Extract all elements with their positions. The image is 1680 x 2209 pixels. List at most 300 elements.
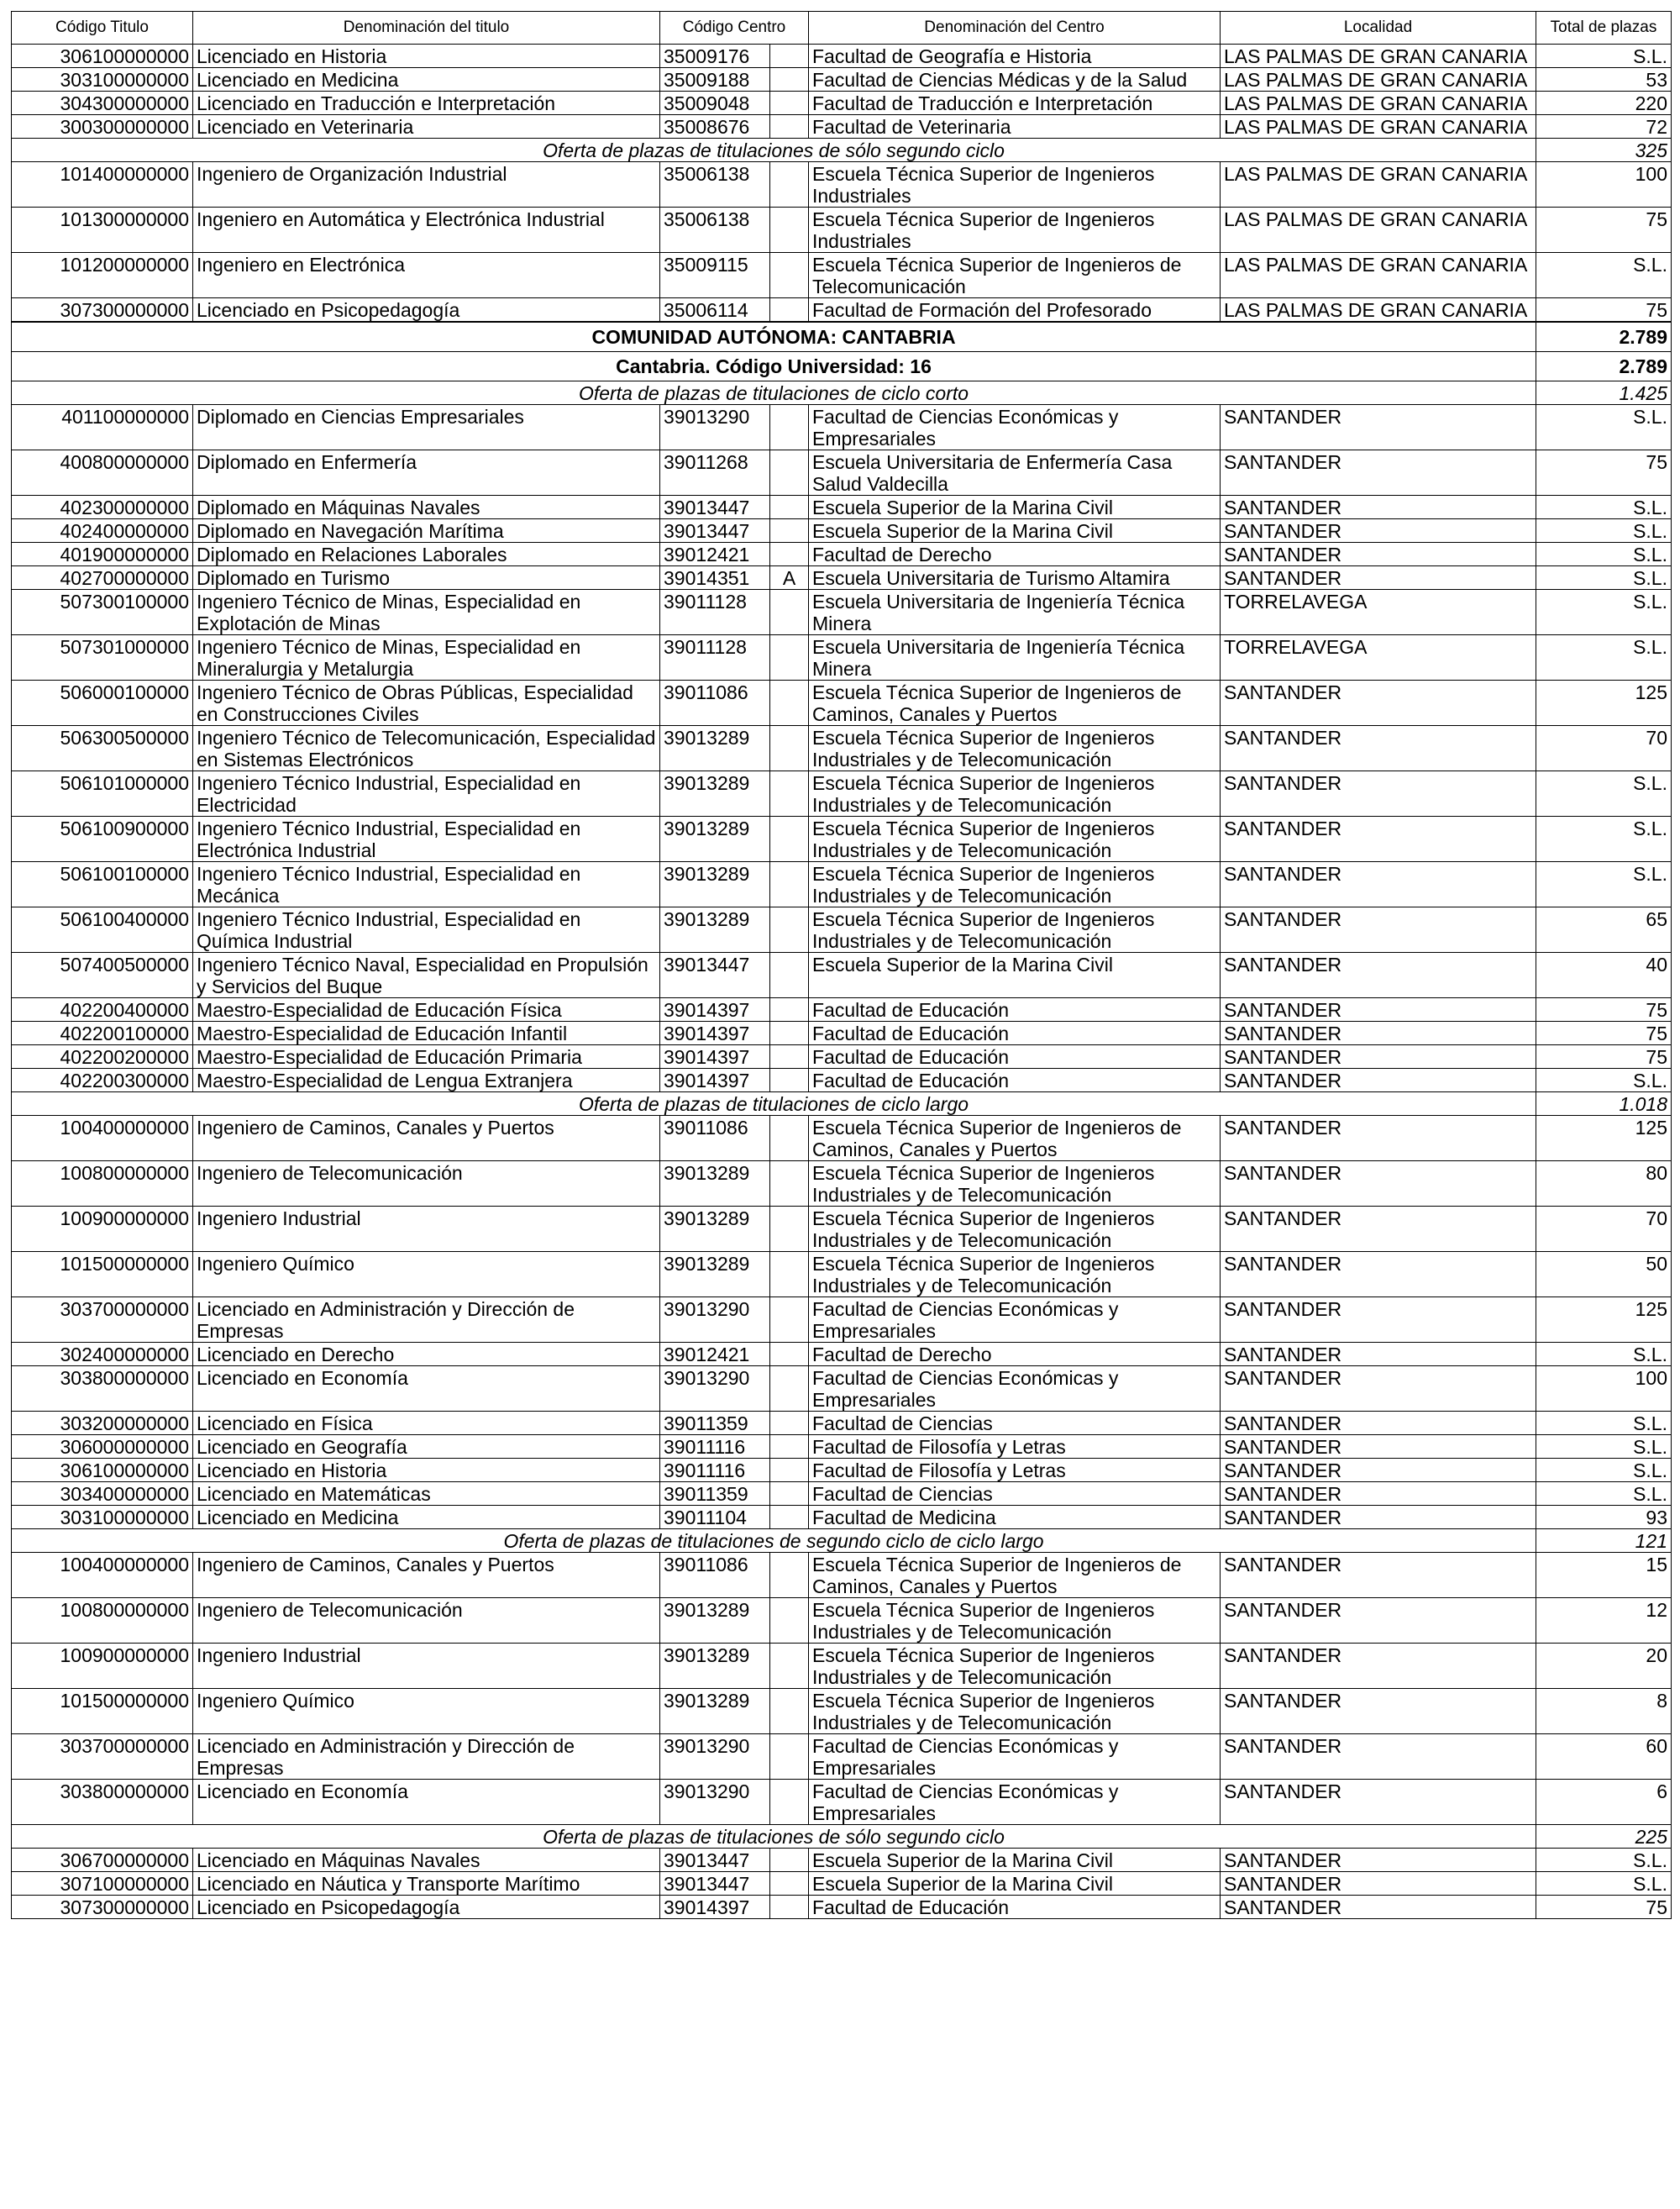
table-row	[12, 1598, 1672, 1644]
localidad-cell: SANTANDER	[1221, 817, 1536, 862]
centro-flag-cell	[770, 45, 809, 68]
subtotal-row	[12, 1529, 1672, 1553]
denominacion-titulo-cell: Licenciado en Derecho	[193, 1343, 660, 1366]
localidad-cell: SANTANDER	[1221, 998, 1536, 1022]
codigo-titulo-cell: 303100000000	[12, 1506, 193, 1529]
codigo-titulo-cell: 402300000000	[12, 496, 193, 519]
total-plazas-cell: 80	[1536, 1161, 1672, 1207]
codigo-centro-cell: 39011116	[660, 1459, 770, 1482]
total-plazas-cell: S.L.	[1536, 253, 1672, 298]
table-row	[12, 92, 1672, 115]
total-plazas-cell: S.L.	[1536, 1343, 1672, 1366]
localidad-cell: SANTANDER	[1221, 862, 1536, 907]
total-plazas-cell: 75	[1536, 998, 1672, 1022]
localidad-cell: SANTANDER	[1221, 726, 1536, 771]
codigo-centro-cell: 39013289	[660, 907, 770, 953]
table-row	[12, 162, 1672, 208]
centro-flag-cell	[770, 1252, 809, 1297]
codigo-titulo-cell: 402200200000	[12, 1045, 193, 1069]
denominacion-titulo-cell: Ingeniero de Organización Industrial	[193, 162, 660, 208]
centro-flag-cell	[770, 1849, 809, 1872]
centro-flag-cell	[770, 1412, 809, 1435]
codigo-titulo-cell: 306100000000	[12, 1459, 193, 1482]
total-plazas-cell: 75	[1536, 1022, 1672, 1045]
university-total-row	[12, 352, 1672, 381]
total-plazas-cell: 75	[1536, 208, 1672, 253]
denominacion-centro-cell: Escuela Universitaria de Turismo Altamira	[809, 566, 1221, 590]
codigo-titulo-cell: 303700000000	[12, 1297, 193, 1343]
denominacion-centro-cell: Escuela Técnica Superior de Ingenieros Industriales y de Telecomunicación	[809, 726, 1221, 771]
denominacion-titulo-cell: Diplomado en Máquinas Navales	[193, 496, 660, 519]
codigo-titulo-cell: 402200300000	[12, 1069, 193, 1092]
localidad-cell: SANTANDER	[1221, 1343, 1536, 1366]
denominacion-titulo-cell: Ingeniero Químico	[193, 1689, 660, 1734]
codigo-centro-cell: 39011104	[660, 1506, 770, 1529]
denominacion-centro-cell: Facultad de Ciencias Médicas y de la Salud	[809, 68, 1221, 92]
total-plazas-cell: 60	[1536, 1734, 1672, 1780]
localidad-cell: SANTANDER	[1221, 907, 1536, 953]
centro-flag-cell	[770, 1598, 809, 1644]
denominacion-centro-cell: Escuela Técnica Superior de Ingenieros de Caminos, Canales y Puertos	[809, 1553, 1221, 1598]
codigo-titulo-cell: 402200400000	[12, 998, 193, 1022]
total-plazas-cell: 50	[1536, 1252, 1672, 1297]
table-body	[12, 45, 1672, 1919]
denominacion-centro-cell: Facultad de Formación del Profesorado	[809, 298, 1221, 323]
codigo-titulo-cell: 100400000000	[12, 1553, 193, 1598]
centro-flag-cell	[770, 726, 809, 771]
denominacion-titulo-cell: Licenciado en Geografía	[193, 1435, 660, 1459]
denominacion-centro-cell: Facultad de Ciencias Económicas y Empresariales	[809, 1366, 1221, 1412]
centro-flag-cell	[770, 1553, 809, 1598]
total-plazas-cell: S.L.	[1536, 566, 1672, 590]
denominacion-titulo-cell: Ingeniero en Automática y Electrónica Industrial	[193, 208, 660, 253]
localidad-cell: TORRELAVEGA	[1221, 590, 1536, 635]
codigo-titulo-cell: 401900000000	[12, 543, 193, 566]
denominacion-centro-cell: Facultad de Ciencias Económicas y Empresariales	[809, 1780, 1221, 1825]
table-row	[12, 771, 1672, 817]
codigo-titulo-cell: 306700000000	[12, 1849, 193, 1872]
community-label: COMUNIDAD AUTÓNOMA: CANTABRIA	[12, 322, 1536, 352]
total-plazas-cell: 70	[1536, 1207, 1672, 1252]
centro-flag-cell	[770, 68, 809, 92]
table-row	[12, 1207, 1672, 1252]
denominacion-centro-cell: Escuela Técnica Superior de Ingenieros Industriales y de Telecomunicación	[809, 1644, 1221, 1689]
codigo-centro-cell: 39013290	[660, 1780, 770, 1825]
table-row	[12, 45, 1672, 68]
codigo-centro-cell: 35009176	[660, 45, 770, 68]
subtotal-label: Oferta de plazas de titulaciones de segundo ciclo de ciclo largo	[12, 1529, 1536, 1553]
localidad-cell: SANTANDER	[1221, 953, 1536, 998]
codigo-centro-cell: 35008676	[660, 115, 770, 139]
denominacion-titulo-cell: Licenciado en Administración y Dirección de Empresas	[193, 1734, 660, 1780]
table-row	[12, 1412, 1672, 1435]
codigo-centro-cell: 39011086	[660, 681, 770, 726]
centro-flag-cell	[770, 1207, 809, 1252]
codigo-centro-cell: 39013289	[660, 817, 770, 862]
denominacion-centro-cell: Escuela Universitaria de Enfermería Casa Salud Valdecilla	[809, 450, 1221, 496]
table-row	[12, 450, 1672, 496]
codigo-centro-cell: 39013290	[660, 405, 770, 450]
localidad-cell: SANTANDER	[1221, 519, 1536, 543]
localidad-cell: LAS PALMAS DE GRAN CANARIA	[1221, 92, 1536, 115]
denominacion-centro-cell: Facultad de Ciencias	[809, 1482, 1221, 1506]
total-plazas-cell: S.L.	[1536, 1459, 1672, 1482]
centro-flag-cell	[770, 1482, 809, 1506]
table-row	[12, 1366, 1672, 1412]
denominacion-centro-cell: Escuela Superior de la Marina Civil	[809, 519, 1221, 543]
denominacion-titulo-cell: Licenciado en Psicopedagogía	[193, 1896, 660, 1919]
codigo-centro-cell: 39013289	[660, 862, 770, 907]
centro-flag-cell	[770, 1343, 809, 1366]
total-plazas-cell: 72	[1536, 115, 1672, 139]
codigo-centro-cell: 39013447	[660, 1849, 770, 1872]
denominacion-titulo-cell: Licenciado en Historia	[193, 1459, 660, 1482]
denominacion-titulo-cell: Ingeniero Técnico de Minas, Especialidad en Explotación de Minas	[193, 590, 660, 635]
codigo-titulo-cell: 506101000000	[12, 771, 193, 817]
denominacion-centro-cell: Escuela Superior de la Marina Civil	[809, 1872, 1221, 1896]
total-plazas-cell: 75	[1536, 1045, 1672, 1069]
localidad-cell: SANTANDER	[1221, 1435, 1536, 1459]
localidad-cell: SANTANDER	[1221, 1780, 1536, 1825]
denominacion-centro-cell: Facultad de Educación	[809, 1069, 1221, 1092]
table-row	[12, 1872, 1672, 1896]
subtotal-value: 225	[1536, 1825, 1672, 1849]
table-row	[12, 1780, 1672, 1825]
subtotal-row	[12, 1825, 1672, 1849]
codigo-centro-cell: 39013447	[660, 1872, 770, 1896]
codigo-centro-cell: 39013289	[660, 771, 770, 817]
table-row	[12, 519, 1672, 543]
localidad-cell: LAS PALMAS DE GRAN CANARIA	[1221, 162, 1536, 208]
localidad-cell: SANTANDER	[1221, 1069, 1536, 1092]
denominacion-titulo-cell: Licenciado en Administración y Dirección de Empresas	[193, 1297, 660, 1343]
table-row	[12, 1849, 1672, 1872]
codigo-titulo-cell: 402700000000	[12, 566, 193, 590]
community-total: 2.789	[1536, 322, 1672, 352]
denominacion-titulo-cell: Ingeniero de Telecomunicación	[193, 1161, 660, 1207]
localidad-cell: TORRELAVEGA	[1221, 635, 1536, 681]
header-codigo-centro: Código Centro	[660, 12, 809, 45]
localidad-cell: SANTANDER	[1221, 1022, 1536, 1045]
denominacion-titulo-cell: Ingeniero Técnico Industrial, Especialidad en Química Industrial	[193, 907, 660, 953]
table-row	[12, 681, 1672, 726]
denominacion-titulo-cell: Maestro-Especialidad de Lengua Extranjera	[193, 1069, 660, 1092]
community-total-row	[12, 322, 1672, 352]
subtotal-label: Oferta de plazas de titulaciones de ciclo corto	[12, 381, 1536, 405]
subtotal-row	[12, 381, 1672, 405]
codigo-titulo-cell: 303800000000	[12, 1366, 193, 1412]
university-total: 2.789	[1536, 352, 1672, 381]
codigo-titulo-cell: 401100000000	[12, 405, 193, 450]
total-plazas-cell: 125	[1536, 681, 1672, 726]
denominacion-centro-cell: Facultad de Traducción e Interpretación	[809, 92, 1221, 115]
codigo-titulo-cell: 100800000000	[12, 1161, 193, 1207]
denominacion-titulo-cell: Diplomado en Navegación Marítima	[193, 519, 660, 543]
table-row	[12, 496, 1672, 519]
codigo-centro-cell: 39013290	[660, 1734, 770, 1780]
table-row	[12, 1116, 1672, 1161]
table-row	[12, 1435, 1672, 1459]
codigo-centro-cell: 35009048	[660, 92, 770, 115]
denominacion-titulo-cell: Ingeniero Técnico de Telecomunicación, Especialidad en Sistemas Electrónicos	[193, 726, 660, 771]
denominacion-titulo-cell: Ingeniero Técnico Naval, Especialidad en Propulsión y Servicios del Buque	[193, 953, 660, 998]
codigo-centro-cell: 35006138	[660, 162, 770, 208]
denominacion-centro-cell: Escuela Técnica Superior de Ingenieros Industriales y de Telecomunicación	[809, 1689, 1221, 1734]
subtotal-label: Oferta de plazas de titulaciones de sólo segundo ciclo	[12, 1825, 1536, 1849]
codigo-titulo-cell: 506000100000	[12, 681, 193, 726]
codigo-titulo-cell: 101500000000	[12, 1252, 193, 1297]
codigo-centro-cell: 39014351	[660, 566, 770, 590]
codigo-titulo-cell: 307300000000	[12, 1896, 193, 1919]
denominacion-centro-cell: Facultad de Ciencias Económicas y Empresariales	[809, 405, 1221, 450]
total-plazas-cell: S.L.	[1536, 45, 1672, 68]
header-localidad: Localidad	[1221, 12, 1536, 45]
centro-flag-cell	[770, 907, 809, 953]
denominacion-titulo-cell: Licenciado en Traducción e Interpretación	[193, 92, 660, 115]
denominacion-centro-cell: Escuela Técnica Superior de Ingenieros de Caminos, Canales y Puertos	[809, 1116, 1221, 1161]
total-plazas-cell: 70	[1536, 726, 1672, 771]
codigo-centro-cell: 39013289	[660, 1598, 770, 1644]
codigo-centro-cell: 39014397	[660, 1022, 770, 1045]
centro-flag-cell	[770, 817, 809, 862]
codigo-centro-cell: 39013289	[660, 1252, 770, 1297]
header-denominacion-centro: Denominación del Centro	[809, 12, 1221, 45]
codigo-titulo-cell: 402400000000	[12, 519, 193, 543]
header-total-plazas: Total de plazas	[1536, 12, 1672, 45]
denominacion-centro-cell: Facultad de Educación	[809, 998, 1221, 1022]
codigo-titulo-cell: 100400000000	[12, 1116, 193, 1161]
table-row	[12, 635, 1672, 681]
denominacion-centro-cell: Facultad de Ciencias	[809, 1412, 1221, 1435]
codigo-titulo-cell: 307100000000	[12, 1872, 193, 1896]
codigo-titulo-cell: 100900000000	[12, 1644, 193, 1689]
centro-flag-cell	[770, 1366, 809, 1412]
localidad-cell: SANTANDER	[1221, 1734, 1536, 1780]
centro-flag-cell	[770, 635, 809, 681]
denominacion-titulo-cell: Maestro-Especialidad de Educación Física	[193, 998, 660, 1022]
codigo-centro-cell: 39013289	[660, 1689, 770, 1734]
localidad-cell: SANTANDER	[1221, 1161, 1536, 1207]
table-row	[12, 907, 1672, 953]
denominacion-titulo-cell: Diplomado en Enfermería	[193, 450, 660, 496]
denominacion-titulo-cell: Ingeniero Técnico Industrial, Especialidad en Mecánica	[193, 862, 660, 907]
codigo-centro-cell: 39011359	[660, 1482, 770, 1506]
table-row	[12, 543, 1672, 566]
centro-flag-cell	[770, 771, 809, 817]
table-row	[12, 68, 1672, 92]
total-plazas-cell: 125	[1536, 1116, 1672, 1161]
localidad-cell: SANTANDER	[1221, 1045, 1536, 1069]
denominacion-centro-cell: Escuela Superior de la Marina Civil	[809, 1849, 1221, 1872]
total-plazas-cell: 75	[1536, 298, 1672, 323]
centro-flag-cell	[770, 1689, 809, 1734]
table-row	[12, 817, 1672, 862]
denominacion-centro-cell: Escuela Técnica Superior de Ingenieros Industriales y de Telecomunicación	[809, 817, 1221, 862]
total-plazas-cell: 75	[1536, 450, 1672, 496]
denominacion-centro-cell: Escuela Técnica Superior de Ingenieros Industriales	[809, 208, 1221, 253]
codigo-centro-cell: 39013290	[660, 1366, 770, 1412]
table-row	[12, 1734, 1672, 1780]
localidad-cell: LAS PALMAS DE GRAN CANARIA	[1221, 298, 1536, 323]
denominacion-centro-cell: Escuela Técnica Superior de Ingenieros Industriales y de Telecomunicación	[809, 1598, 1221, 1644]
total-plazas-cell: S.L.	[1536, 1872, 1672, 1896]
header-denominacion-titulo: Denominación del titulo	[193, 12, 660, 45]
total-plazas-cell: 53	[1536, 68, 1672, 92]
codigo-centro-cell: 39011128	[660, 635, 770, 681]
denominacion-titulo-cell: Diplomado en Relaciones Laborales	[193, 543, 660, 566]
total-plazas-cell: S.L.	[1536, 1849, 1672, 1872]
centro-flag-cell	[770, 1872, 809, 1896]
denominacion-titulo-cell: Ingeniero de Caminos, Canales y Puertos	[193, 1116, 660, 1161]
codigo-titulo-cell: 101300000000	[12, 208, 193, 253]
localidad-cell: SANTANDER	[1221, 1872, 1536, 1896]
centro-flag-cell	[770, 519, 809, 543]
codigo-centro-cell: 39013289	[660, 1161, 770, 1207]
codigo-centro-cell: 39013290	[660, 1297, 770, 1343]
localidad-cell: SANTANDER	[1221, 1849, 1536, 1872]
table-row	[12, 1644, 1672, 1689]
denominacion-centro-cell: Facultad de Geografía e Historia	[809, 45, 1221, 68]
denominacion-titulo-cell: Licenciado en Psicopedagogía	[193, 298, 660, 323]
centro-flag-cell	[770, 1896, 809, 1919]
denominacion-titulo-cell: Ingeniero Técnico de Obras Públicas, Especialidad en Construcciones Civiles	[193, 681, 660, 726]
centro-flag-cell	[770, 953, 809, 998]
codigo-titulo-cell: 506100900000	[12, 817, 193, 862]
localidad-cell: SANTANDER	[1221, 681, 1536, 726]
codigo-centro-cell: 39014397	[660, 1896, 770, 1919]
table-row	[12, 208, 1672, 253]
localidad-cell: SANTANDER	[1221, 1459, 1536, 1482]
codigo-titulo-cell: 101500000000	[12, 1689, 193, 1734]
localidad-cell: SANTANDER	[1221, 1506, 1536, 1529]
centro-flag-cell: A	[770, 566, 809, 590]
centro-flag-cell	[770, 590, 809, 635]
total-plazas-cell: S.L.	[1536, 1412, 1672, 1435]
total-plazas-cell: 40	[1536, 953, 1672, 998]
codigo-centro-cell: 39011268	[660, 450, 770, 496]
denominacion-centro-cell: Escuela Técnica Superior de Ingenieros Industriales y de Telecomunicación	[809, 1207, 1221, 1252]
table-row	[12, 566, 1672, 590]
codigo-centro-cell: 39013447	[660, 519, 770, 543]
denominacion-centro-cell: Facultad de Veterinaria	[809, 115, 1221, 139]
table-row	[12, 1896, 1672, 1919]
centro-flag-cell	[770, 298, 809, 323]
localidad-cell: SANTANDER	[1221, 1297, 1536, 1343]
codigo-titulo-cell: 101200000000	[12, 253, 193, 298]
denominacion-centro-cell: Escuela Universitaria de Ingeniería Técnica Minera	[809, 590, 1221, 635]
localidad-cell: LAS PALMAS DE GRAN CANARIA	[1221, 68, 1536, 92]
codigo-centro-cell: 39011086	[660, 1116, 770, 1161]
denominacion-centro-cell: Escuela Universitaria de Ingeniería Técnica Minera	[809, 635, 1221, 681]
subtotal-value: 325	[1536, 139, 1672, 162]
denominacion-titulo-cell: Licenciado en Economía	[193, 1366, 660, 1412]
codigo-titulo-cell: 303100000000	[12, 68, 193, 92]
localidad-cell: LAS PALMAS DE GRAN CANARIA	[1221, 45, 1536, 68]
table-row	[12, 1506, 1672, 1529]
table-row	[12, 298, 1672, 323]
subtotal-label: Oferta de plazas de titulaciones de sólo segundo ciclo	[12, 139, 1536, 162]
localidad-cell: LAS PALMAS DE GRAN CANARIA	[1221, 253, 1536, 298]
table-row	[12, 1297, 1672, 1343]
denominacion-titulo-cell: Licenciado en Historia	[193, 45, 660, 68]
denominacion-centro-cell: Escuela Técnica Superior de Ingenieros Industriales y de Telecomunicación	[809, 907, 1221, 953]
subtotal-value: 1.425	[1536, 381, 1672, 405]
centro-flag-cell	[770, 998, 809, 1022]
denominacion-centro-cell: Escuela Técnica Superior de Ingenieros de Telecomunicación	[809, 253, 1221, 298]
codigo-titulo-cell: 506300500000	[12, 726, 193, 771]
centro-flag-cell	[770, 1069, 809, 1092]
table-row	[12, 998, 1672, 1022]
denominacion-centro-cell: Facultad de Educación	[809, 1022, 1221, 1045]
total-plazas-cell: S.L.	[1536, 405, 1672, 450]
denominacion-titulo-cell: Maestro-Especialidad de Educación Primaria	[193, 1045, 660, 1069]
denominacion-centro-cell: Escuela Técnica Superior de Ingenieros Industriales y de Telecomunicación	[809, 1252, 1221, 1297]
table-row	[12, 1045, 1672, 1069]
total-plazas-cell: S.L.	[1536, 496, 1672, 519]
denominacion-centro-cell: Facultad de Derecho	[809, 1343, 1221, 1366]
total-plazas-cell: S.L.	[1536, 1069, 1672, 1092]
denominacion-titulo-cell: Diplomado en Ciencias Empresariales	[193, 405, 660, 450]
table-row	[12, 1161, 1672, 1207]
table-row	[12, 862, 1672, 907]
centro-flag-cell	[770, 1506, 809, 1529]
localidad-cell: SANTANDER	[1221, 1482, 1536, 1506]
total-plazas-cell: S.L.	[1536, 543, 1672, 566]
centro-flag-cell	[770, 405, 809, 450]
codigo-titulo-cell: 507300100000	[12, 590, 193, 635]
total-plazas-cell: 75	[1536, 1896, 1672, 1919]
codigo-centro-cell: 39011116	[660, 1435, 770, 1459]
table-row	[12, 1069, 1672, 1092]
codigo-titulo-cell: 303700000000	[12, 1734, 193, 1780]
total-plazas-cell: 100	[1536, 162, 1672, 208]
codigo-titulo-cell: 100900000000	[12, 1207, 193, 1252]
denominacion-centro-cell: Escuela Técnica Superior de Ingenieros Industriales y de Telecomunicación	[809, 862, 1221, 907]
codigo-titulo-cell: 303800000000	[12, 1780, 193, 1825]
denominacion-centro-cell: Escuela Técnica Superior de Ingenieros Industriales y de Telecomunicación	[809, 1161, 1221, 1207]
total-plazas-cell: S.L.	[1536, 771, 1672, 817]
centro-flag-cell	[770, 253, 809, 298]
table-row	[12, 1553, 1672, 1598]
table-row	[12, 405, 1672, 450]
centro-flag-cell	[770, 115, 809, 139]
denominacion-titulo-cell: Ingeniero de Telecomunicación	[193, 1598, 660, 1644]
localidad-cell: SANTANDER	[1221, 1366, 1536, 1412]
total-plazas-cell: 220	[1536, 92, 1672, 115]
centro-flag-cell	[770, 1022, 809, 1045]
centro-flag-cell	[770, 1435, 809, 1459]
localidad-cell: SANTANDER	[1221, 566, 1536, 590]
table-row	[12, 1482, 1672, 1506]
codigo-centro-cell: 35009188	[660, 68, 770, 92]
subtotal-row	[12, 139, 1672, 162]
codigo-titulo-cell: 507301000000	[12, 635, 193, 681]
table-row	[12, 1459, 1672, 1482]
codigo-centro-cell: 39011086	[660, 1553, 770, 1598]
total-plazas-cell: 8	[1536, 1689, 1672, 1734]
denominacion-titulo-cell: Licenciado en Medicina	[193, 1506, 660, 1529]
centro-flag-cell	[770, 450, 809, 496]
codigo-titulo-cell: 302400000000	[12, 1343, 193, 1366]
codigo-titulo-cell: 400800000000	[12, 450, 193, 496]
codigo-titulo-cell: 506100100000	[12, 862, 193, 907]
localidad-cell: SANTANDER	[1221, 1412, 1536, 1435]
denominacion-titulo-cell: Licenciado en Economía	[193, 1780, 660, 1825]
denominacion-titulo-cell: Ingeniero Industrial	[193, 1207, 660, 1252]
centro-flag-cell	[770, 543, 809, 566]
denominacion-centro-cell: Facultad de Ciencias Económicas y Empresariales	[809, 1297, 1221, 1343]
plazas-table	[11, 11, 1672, 1919]
